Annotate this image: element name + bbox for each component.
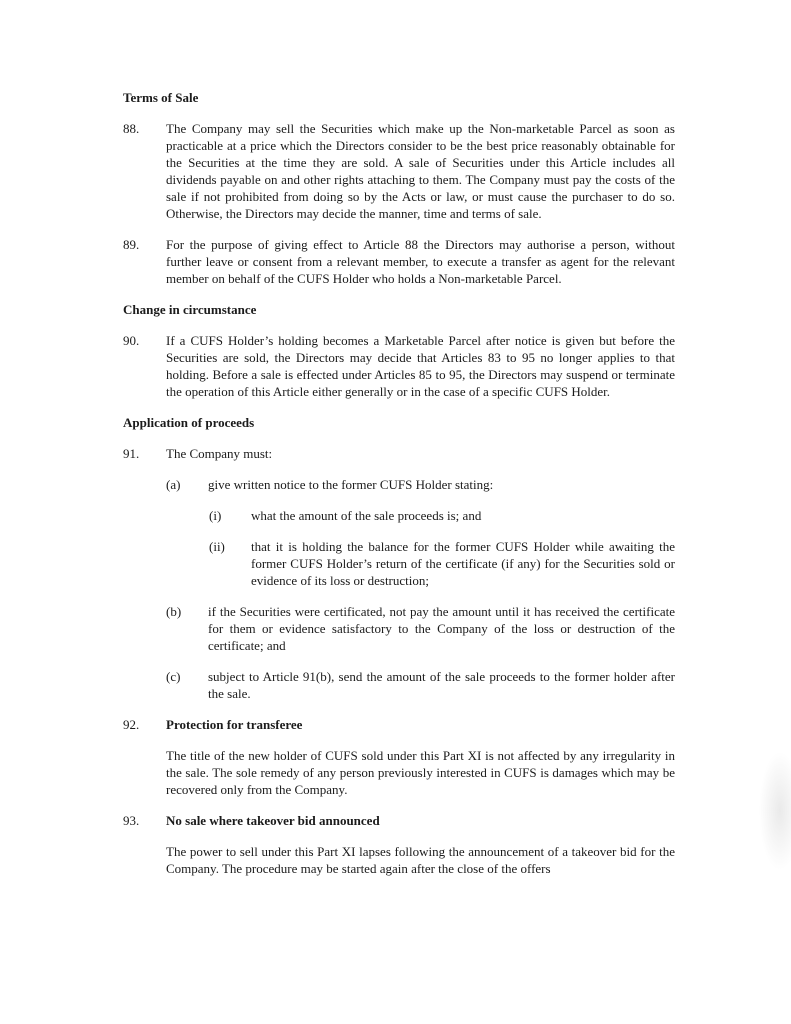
clause-91c bbox=[166, 668, 675, 702]
clause-91b-text: if the Securities were certificated, not pay the amount until it has received the certificate for them or evidence satisfactory to the Company of the loss or destruction of the certificate; and bbox=[208, 604, 675, 653]
page-content bbox=[123, 89, 675, 891]
heading-application-of-proceeds: Application of proceeds bbox=[123, 415, 255, 430]
clause-91c-text: subject to Article 91(b), send the amount of the sale proceeds to the former holder after the sale. bbox=[208, 669, 675, 701]
article-93-heading bbox=[123, 812, 675, 829]
subclause-91a-i bbox=[209, 507, 675, 524]
article-93-number: 93. bbox=[123, 813, 140, 828]
clause-91b bbox=[166, 603, 675, 654]
clause-91a bbox=[166, 476, 675, 493]
article-89 bbox=[123, 236, 675, 287]
heading-terms-of-sale: Terms of Sale bbox=[123, 90, 199, 105]
article-88 bbox=[123, 120, 675, 222]
article-91-number: 91. bbox=[123, 446, 140, 461]
article-91-text: The Company must: bbox=[166, 446, 273, 461]
article-92-text: The title of the new holder of CUFS sold under this Part XI is not affected by any irregularity in the sale. The sole remedy of any person previously interested in CUFS is damages which may be recovered only from the Company. bbox=[166, 748, 675, 797]
subclause-91a-i-marker: (i) bbox=[209, 508, 222, 523]
article-92-title: Protection for transferee bbox=[166, 717, 303, 732]
clause-91a-marker: (a) bbox=[166, 477, 181, 492]
article-92-heading bbox=[123, 716, 675, 733]
article-90-text: If a CUFS Holder’s holding becomes a Marketable Parcel after notice is given but before the Securities are sold, the Directors may decide that Articles 83 to 95 no longer applies to that holding. Before a sale is effected under Articles 85 to 95, the Directors may suspend or terminate the operation of this Article either generally or in the case of a specific CUFS Holder. bbox=[166, 333, 675, 399]
article-92-number: 92. bbox=[123, 717, 140, 732]
subclause-91a-ii-text: that it is holding the balance for the former CUFS Holder while awaiting the former CUFS Holder’s return of the certificate (if any) for the Securities sold or evidence of its loss or destruction; bbox=[251, 539, 675, 588]
article-89-text: For the purpose of giving effect to Article 88 the Directors may authorise a person, without further leave or consent from a relevant member, to execute a transfer as agent for the relevant member on behalf of the CUFS Holder who holds a Non-marketable Parcel. bbox=[166, 237, 675, 286]
article-89-number: 89. bbox=[123, 237, 140, 252]
subclause-91a-ii-marker: (ii) bbox=[209, 539, 225, 554]
article-88-text: The Company may sell the Securities which make up the Non-marketable Parcel as soon as practicable at a price which the Directors consider to be the best price reasonably obtainable for the Securities at the time they are sold. A sale of Securities under this Article includes all dividends payable on and other rights attaching to them. The Company must pay the costs of the sale if not prohibited from doing so by the Acts or law, or must cause the purchaser to do so. Otherwise, the Directors may decide the manner, time and terms of sale. bbox=[166, 121, 675, 221]
clause-91b-marker: (b) bbox=[166, 604, 182, 619]
subclause-91a-ii bbox=[209, 538, 675, 589]
article-91 bbox=[123, 445, 675, 462]
heading-change-in-circumstance: Change in circumstance bbox=[123, 302, 257, 317]
article-93-text: The power to sell under this Part XI lapses following the announcement of a takeover bid for the Company. The procedure may be started again after the close of the offers bbox=[166, 844, 675, 876]
article-93-title: No sale where takeover bid announced bbox=[166, 813, 380, 828]
clause-91c-marker: (c) bbox=[166, 669, 181, 684]
clause-91a-text: give written notice to the former CUFS Holder stating: bbox=[208, 477, 494, 492]
scan-artifact-smudge bbox=[759, 752, 791, 870]
article-90-number: 90. bbox=[123, 333, 140, 348]
subclause-91a-i-text: what the amount of the sale proceeds is; and bbox=[251, 508, 482, 523]
article-88-number: 88. bbox=[123, 121, 140, 136]
article-90 bbox=[123, 332, 675, 400]
